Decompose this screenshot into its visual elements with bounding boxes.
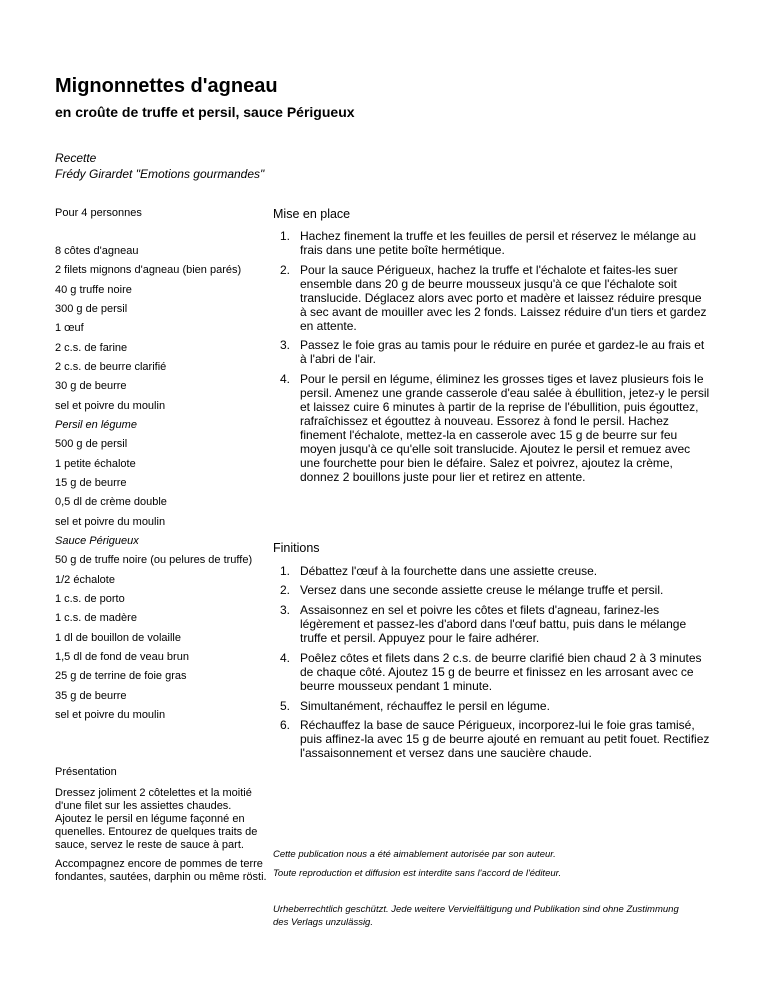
step-text: Assaisonnez en sel et poivre les côtes et filets d'agneau, farinez-les légèrement et passez-les d'abord dans l'œuf battu, puis dans le mélange truffe et persil. Appuyez pour le faire adhérer.: [300, 603, 687, 645]
ingredient-item: 300 g de persil: [55, 303, 128, 315]
publication-note: Cette publication nous a été aimablement autorisée par son auteur.: [273, 849, 556, 860]
ingredient-item: 15 g de beurre: [55, 477, 127, 489]
ingredient-item: 1 œuf: [55, 322, 84, 334]
step-text: Pour le persil en légume, éliminez les grosses tiges et lavez plusieurs fois le persil. Amenez une grande casserole d'eau salée à ébullition, jetez-y le persil et laissez cuire 6 minutes à partir de la reprise de l'ébullition, puis égouttez, rafraîchissez et égouttez à nouveau. Essorez à fond le persil. Hachez finement l'échalote, mettez-la en casserole avec 15 g de beurre sur feu moyen jusqu'à ce qu'elle soit translucide. Ajoutez le persil et remuez avec une fourchette pour bien le défaire. Salez et poivrez, ajoutez la crème, donnez 2 bouillons juste pour lier et retirez en attente.: [300, 372, 710, 484]
step-number: 2.: [280, 263, 291, 277]
step-text: Réchauffez la base de sauce Périgueux, incorporez-lui le foie gras tamisé, puis affinez-la avec 15 g de beurre ajouté en remuant au petit fouet. Rectifiez l'assaisonnement et versez dans une saucière chaude.: [300, 718, 710, 760]
step-number: 3.: [280, 338, 291, 352]
ingredient-item: 1,5 dl de fond de veau brun: [55, 651, 189, 663]
source-author: Frédy Girardet "Emotions gourmandes": [55, 167, 265, 181]
ingredient-item: sel et poivre du moulin: [55, 709, 166, 721]
step-number: 4.: [280, 651, 291, 665]
step-text: Simultanément, réchauffez le persil en légume.: [300, 699, 550, 713]
presentation-title: Présentation: [55, 766, 117, 778]
step-number: 6.: [280, 718, 291, 732]
step-text: Versez dans une seconde assiette creuse le mélange truffe et persil.: [300, 583, 664, 597]
ingredient-item: 0,5 dl de crème double: [55, 496, 167, 508]
ingredient-item: sel et poivre du moulin: [55, 400, 166, 412]
source-label: Recette: [55, 151, 97, 165]
step-number: 3.: [280, 603, 291, 617]
step-text: Passez le foie gras au tamis pour le réduire en purée et gardez-le au frais et à l'abri de l'air.: [300, 338, 705, 366]
mise-en-place-title: Mise en place: [273, 207, 351, 221]
ingredient-item: 50 g de truffe noire (ou pelures de truffe): [55, 554, 253, 566]
ingredient-item: 25 g de terrine de foie gras: [55, 670, 187, 682]
step-number: 1.: [280, 229, 291, 243]
finitions-title: Finitions: [273, 541, 320, 555]
step-number: 2.: [280, 583, 291, 597]
ingredient-item: 1 c.s. de madère: [55, 612, 137, 624]
reproduction-note: Toute reproduction et diffusion est interdite sans l'accord de l'éditeur.: [273, 868, 562, 879]
presentation-text: Dressez joliment 2 côtelettes et la moitié d'une filet sur les assiettes chaudes. Ajoutez le persil en légume façonné en quenelles. Entourez de quelques traits de sauce, servez le reste de sauce à part.: [55, 787, 258, 851]
ingredient-group-title: Sauce Périgueux: [55, 535, 139, 547]
step-text: Poêlez côtes et filets dans 2 c.s. de beurre clarifié bien chaud 2 à 3 minutes de chaque côté. Ajoutez 15 g de beurre et finissez en les arrosant avec ce beurre mousseux pendant 1 minute.: [300, 651, 702, 693]
ingredient-item: sel et poivre du moulin: [55, 516, 166, 528]
ingredient-item: 35 g de beurre: [55, 690, 127, 702]
ingredient-item: 2 filets mignons d'agneau (bien parés): [55, 264, 242, 276]
ingredient-item: 500 g de persil: [55, 438, 128, 450]
ingredient-item: 1 petite échalote: [55, 458, 136, 470]
step-number: 1.: [280, 564, 291, 578]
ingredient-item: 30 g de beurre: [55, 380, 127, 392]
ingredient-item: 40 g truffe noire: [55, 284, 132, 296]
ingredient-group-title: Persil en légume: [55, 419, 137, 431]
step-text: Débattez l'œuf à la fourchette dans une assiette creuse.: [300, 564, 598, 578]
ingredient-item: Pour 4 personnes: [55, 207, 142, 219]
recipe-source: [55, 150, 264, 182]
ingredient-item: 8 côtes d'agneau: [55, 245, 139, 257]
ingredient-item: 2 c.s. de farine: [55, 342, 128, 354]
step-number: 5.: [280, 699, 291, 713]
presentation-note: Accompagnez encore de pommes de terre fondantes, sautées, darphin ou même rösti.: [55, 858, 267, 883]
recipe-subtitle: en croûte de truffe et persil, sauce Périgueux: [55, 104, 355, 120]
recipe-title: Mignonnettes d'agneau: [55, 75, 278, 97]
ingredient-item: 1/2 échalote: [55, 574, 115, 586]
ingredient-item: 1 dl de bouillon de volaille: [55, 632, 181, 644]
step-number: 4.: [280, 372, 291, 386]
step-text: Hachez finement la truffe et les feuilles de persil et réservez le mélange au frais dans une petite boîte hermétique.: [300, 229, 696, 257]
copyright-note: Urheberrechtlich geschützt. Jede weitere Vervielfältigung und Publikation sind ohne Zustimmung des Verlags unzulässig.: [273, 904, 679, 928]
step-text: Pour la sauce Périgueux, hachez la truffe et l'échalote et faites-les suer ensemble dans 20 g de beurre mousseux jusqu'à ce que l'échalote soit translucide. Déglacez alors avec porto et madère et laissez réduire presque à sec avant de mouiller avec les 2 fonds. Laissez réduire d'un tiers et gardez en attente.: [300, 263, 707, 333]
ingredient-item: 1 c.s. de porto: [55, 593, 125, 605]
ingredient-item: 2 c.s. de beurre clarifié: [55, 361, 167, 373]
